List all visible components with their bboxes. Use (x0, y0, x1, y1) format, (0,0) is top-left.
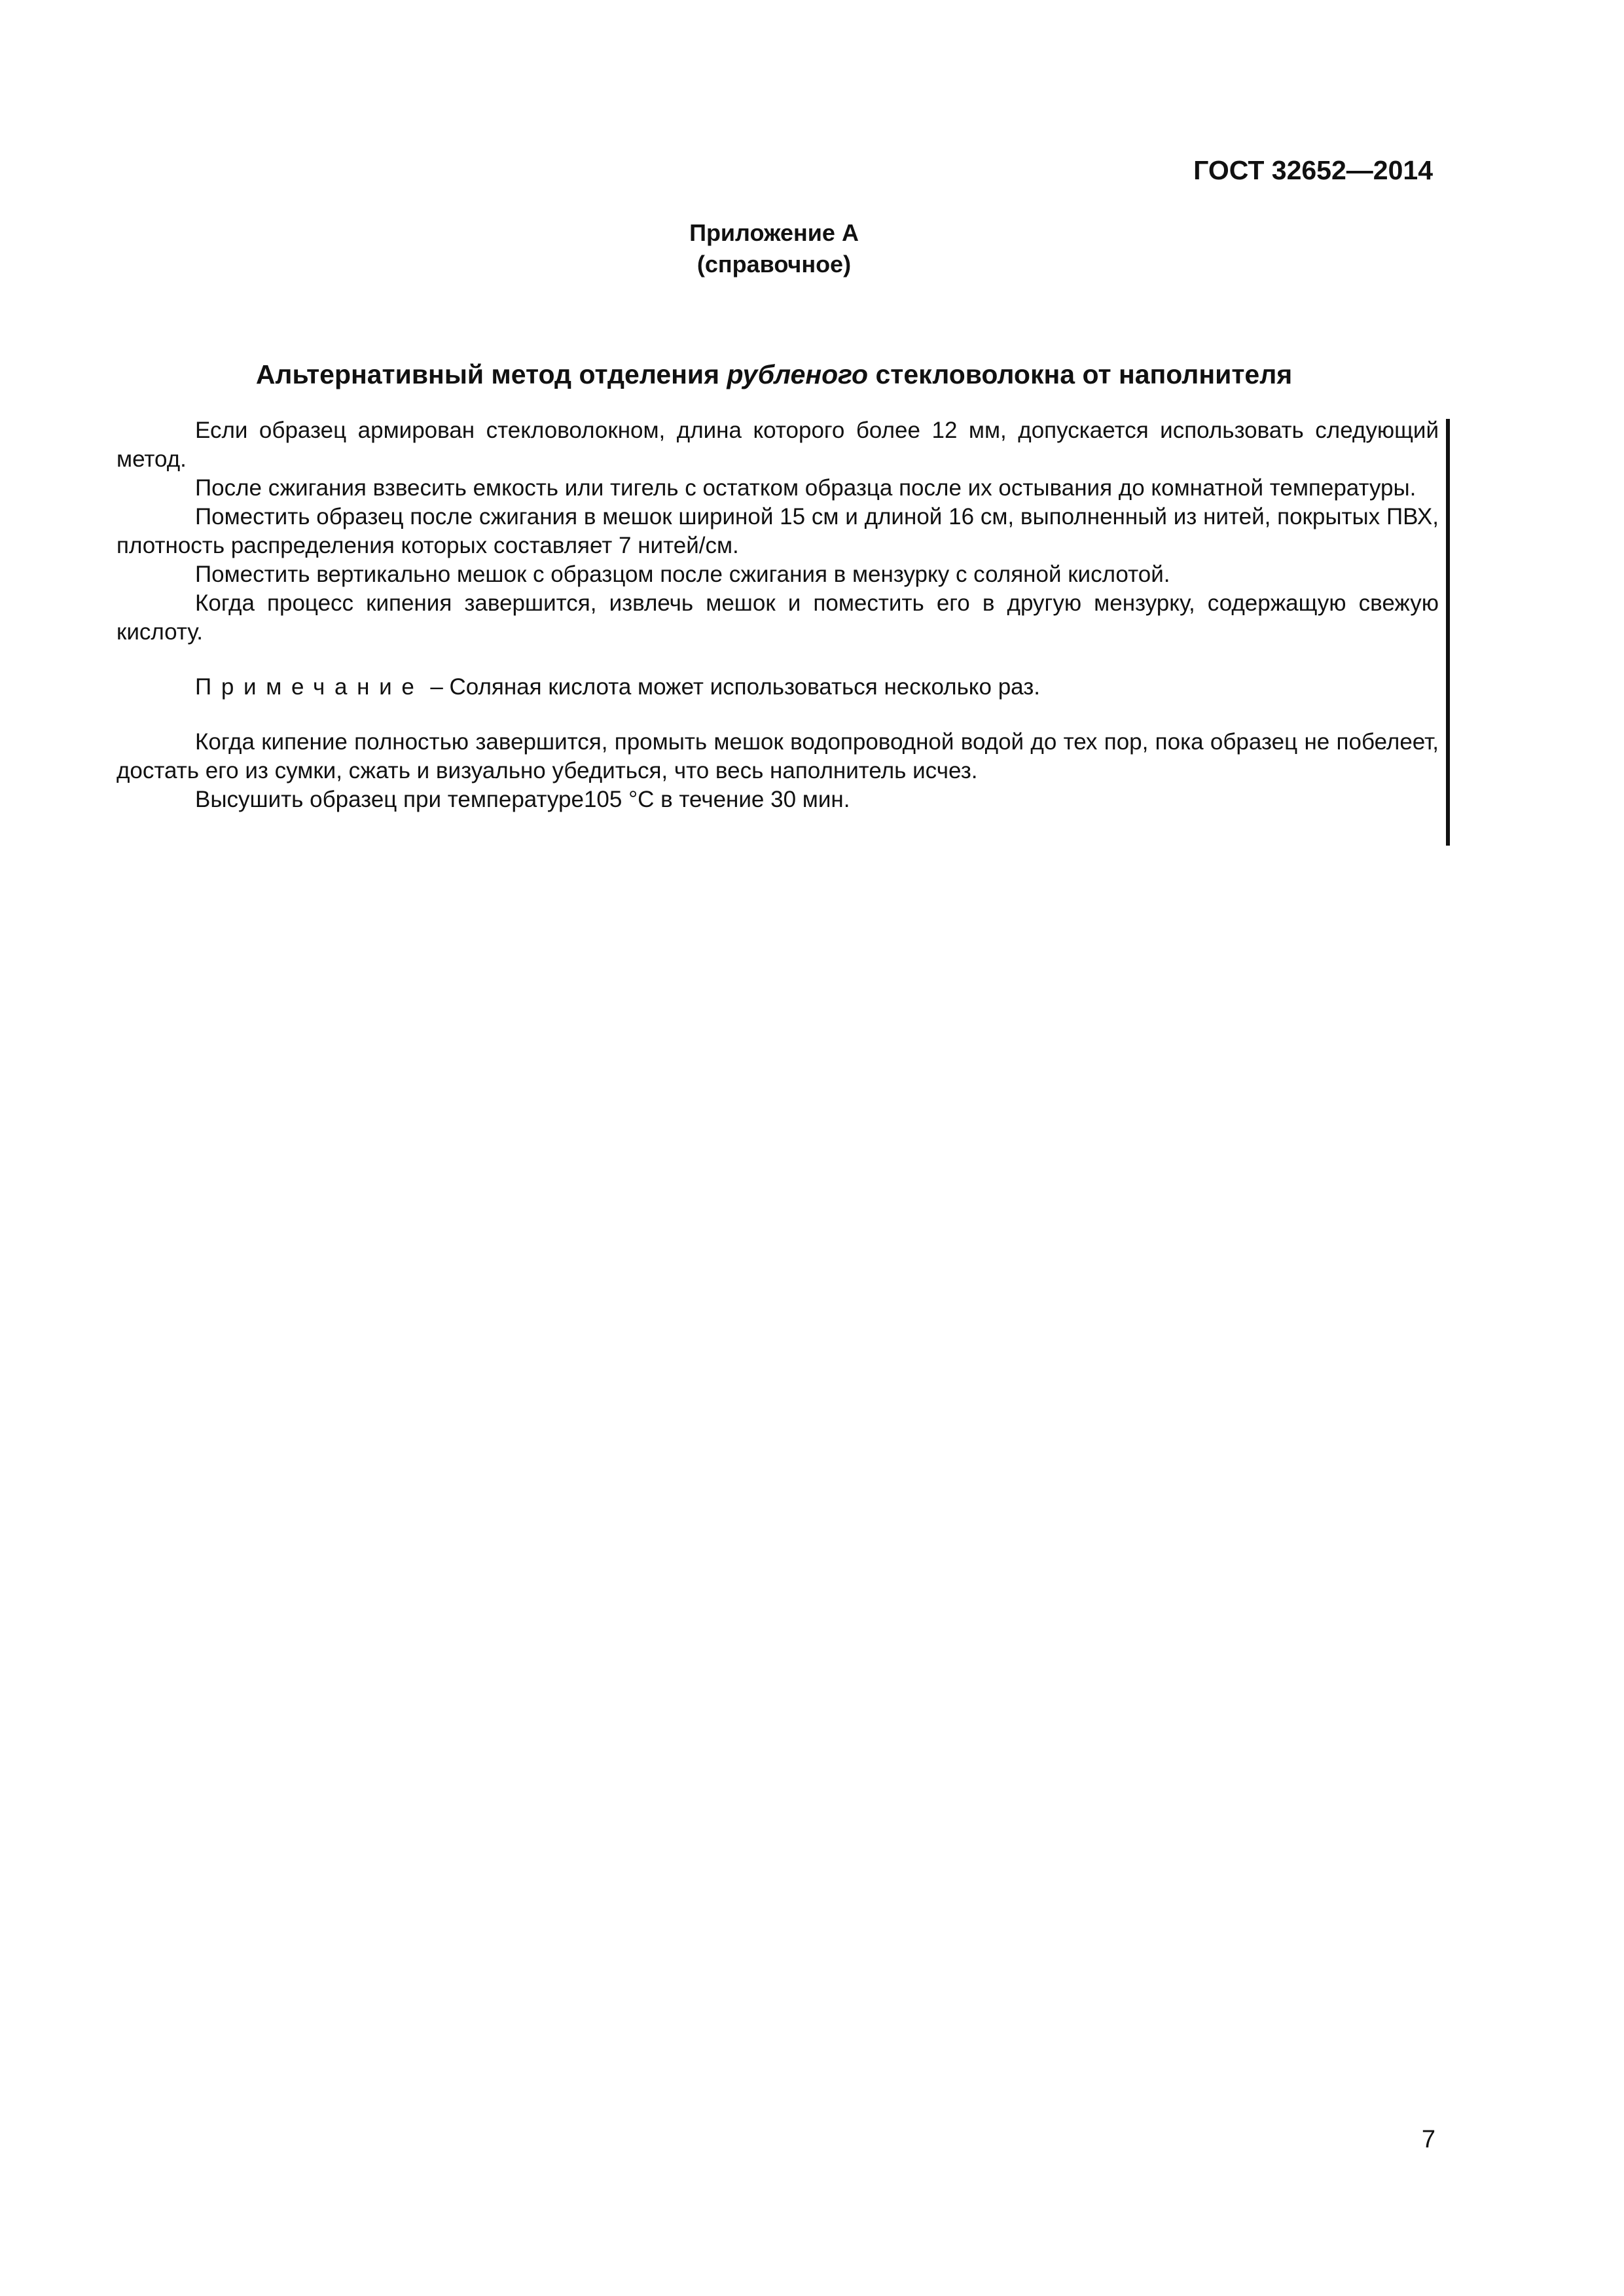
section-title-emphasis: рубленого (727, 359, 869, 389)
paragraph-dry-sample: Высушить образец при температуре105 °С в течение 30 мин. (195, 787, 850, 812)
note-label: Примечание (195, 674, 424, 700)
standard-number: ГОСТ 32652—2014 (1193, 155, 1433, 185)
paragraph-acid-beaker: Поместить вертикально мешок с образцом после сжигания в мензурку с соляной кислотой. (195, 562, 1170, 587)
note (117, 673, 1439, 702)
annex-title: Приложение А (689, 219, 859, 246)
paragraph-method-scope: Если образец армирован стекловолокном, длина которого более 12 мм, допускается использовать следующий метод. (117, 418, 1439, 472)
paragraph-rinse-sample: Когда кипение полностью завершится, промыть мешок водопроводной водой до тех пор, пока образец не побелеет, достать его из сумки, сжать и визуально убедиться, что весь наполнитель исчез. (117, 729, 1439, 783)
paragraph-weigh-crucible: После сжигания взвесить емкость или тигель с остатком образца после их остывания до комнатной температуры. (195, 475, 1416, 501)
page-number: 7 (1421, 2126, 1435, 2153)
body-text (117, 416, 1439, 814)
section-title-end: стекловолокна от наполнителя (868, 359, 1293, 389)
annex-status: (справочное) (696, 251, 852, 278)
section-title (0, 356, 1548, 393)
annex-heading (0, 217, 1548, 280)
change-bar (1446, 419, 1450, 846)
section-title-start: Альтернативный метод отделения (255, 359, 727, 389)
paragraph-fresh-acid: Когда процесс кипения завершится, извлечь мешок и поместить его в другую мензурку, содержащую свежую кислоту. (117, 590, 1439, 645)
paragraph-place-in-bag: Поместить образец после сжигания в мешок шириной 15 см и длиной 16 см, выполненный из нитей, покрытых ПВХ, плотность распределения которых составляет 7 нитей/см. (117, 504, 1439, 558)
note-text: – Соляная кислота может использоваться несколько раз. (424, 674, 1041, 700)
